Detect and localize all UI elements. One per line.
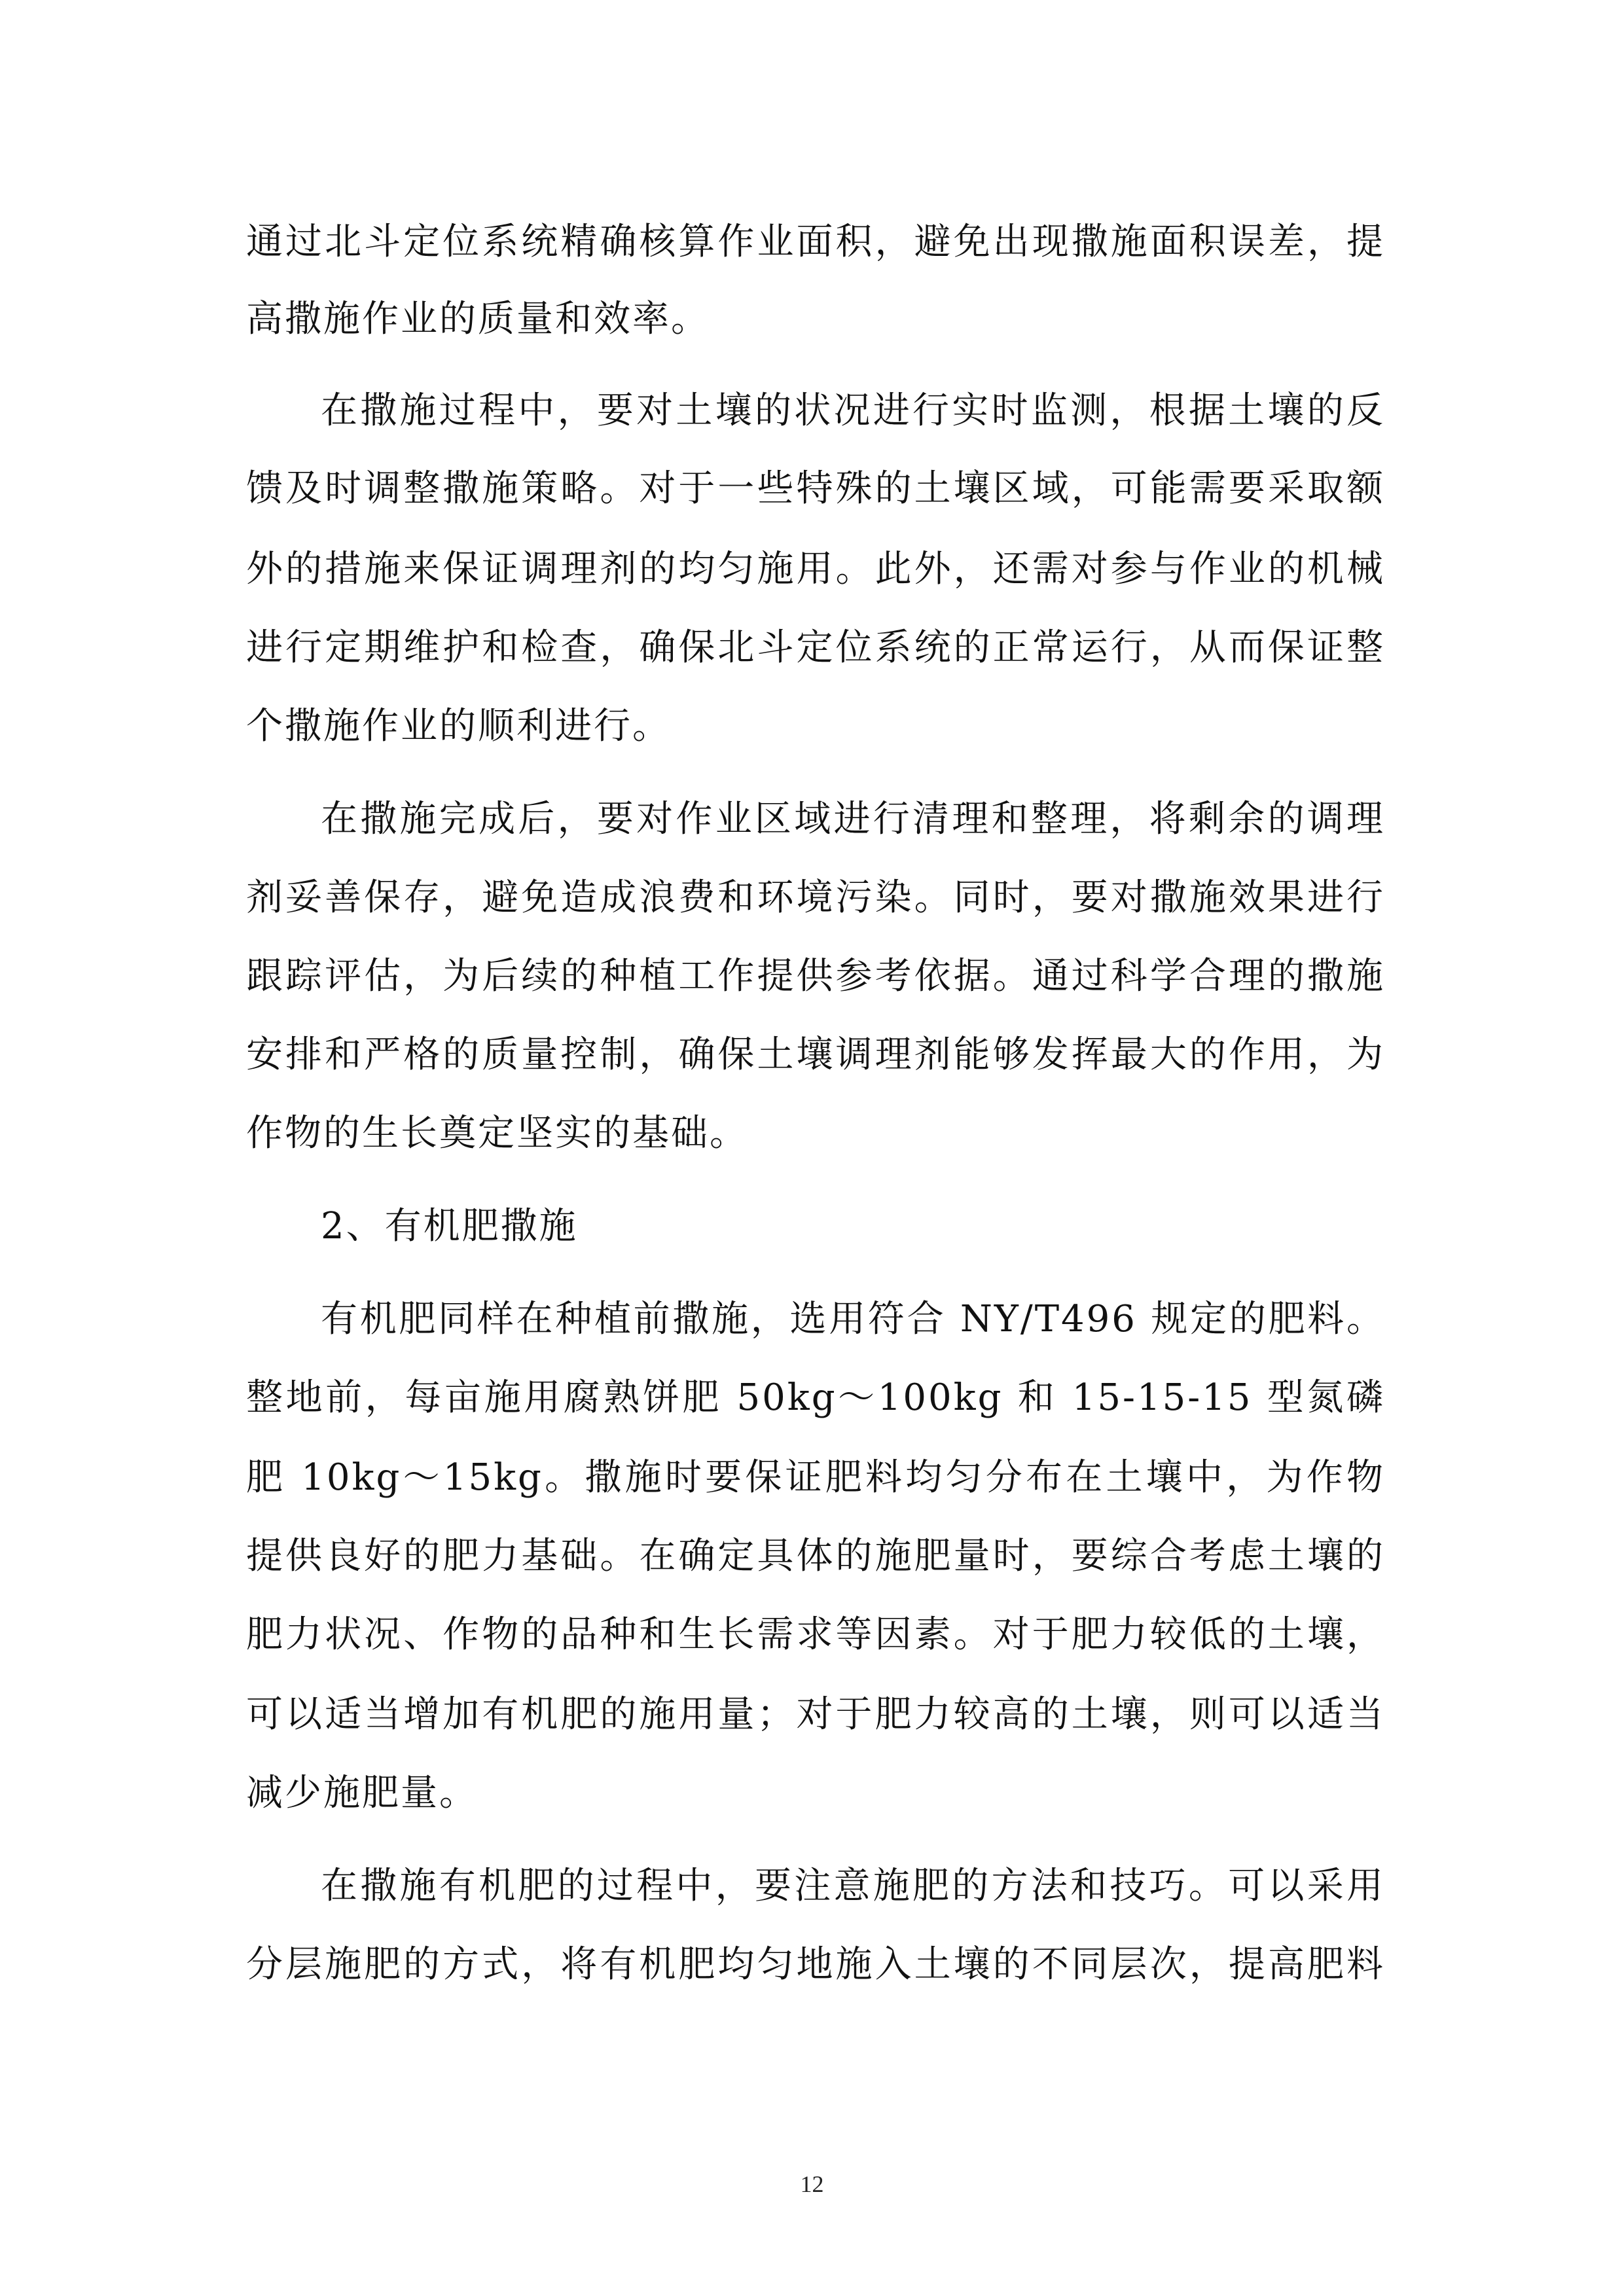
text-line: 肥力状况、作物的品种和生长需求等因素。对于肥力较低的土壤， xyxy=(246,1613,1385,1656)
text-line: 整地前，每亩施用腐熟饼肥 50kg～100kg 和 15-15-15 型氮磷 xyxy=(246,1376,1385,1419)
text-line: 作物的生长奠定坚实的基础。 xyxy=(246,1112,748,1155)
text-line: 减少施肥量。 xyxy=(246,1772,478,1814)
text-line: 个撒施作业的顺利进行。 xyxy=(246,705,671,747)
text-line: 肥 10kg～15kg。撒施时要保证肥料均匀分布在土壤中，为作物 xyxy=(246,1456,1385,1499)
paragraph-first-line: 在撒施有机肥的过程中，要注意施肥的方法和技巧。可以采用 xyxy=(321,1865,1385,1907)
paragraph-first-line: 在撒施过程中，要对土壤的状况进行实时监测，根据土壤的反 xyxy=(321,389,1385,432)
text-line: 剂妥善保存，避免造成浪费和环境污染。同时，要对撒施效果进行 xyxy=(246,876,1385,919)
text-line: 馈及时调整撒施策略。对于一些特殊的土壤区域，可能需要采取额 xyxy=(246,467,1385,510)
paragraph-first-line: 在撒施完成后，要对作业区域进行清理和整理，将剩余的调理 xyxy=(321,798,1385,840)
text-line: 可以适当增加有机肥的施用量；对于肥力较高的土壤，则可以适当 xyxy=(246,1693,1385,1736)
text-line: 跟踪评估，为后续的种植工作提供参考依据。通过科学合理的撒施 xyxy=(246,955,1385,997)
text-line: 提供良好的肥力基础。在确定具体的施肥量时，要综合考虑土壤的 xyxy=(246,1535,1385,1577)
page-number: 12 xyxy=(800,2171,824,2197)
paragraph-first-line: 有机肥同样在种植前撒施，选用符合 NY/T496 规定的肥料。 xyxy=(321,1298,1385,1340)
text-line: 安排和严格的质量控制，确保土壤调理剂能够发挥最大的作用，为 xyxy=(246,1033,1385,1076)
text-line: 分层施肥的方式，将有机肥均匀地施入土壤的不同层次，提高肥料 xyxy=(246,1943,1385,1986)
text-line: 高撒施作业的质量和效率。 xyxy=(246,298,710,340)
text-line: 进行定期维护和检查，确保北斗定位系统的正常运行，从而保证整 xyxy=(246,626,1385,669)
text-line: 通过北斗定位系统精确核算作业面积，避免出现撒施面积误差，提 xyxy=(246,221,1385,263)
section-heading: 2、有机肥撒施 xyxy=(321,1205,578,1247)
text-line: 外的措施来保证调理剂的均匀施用。此外，还需对参与作业的机械 xyxy=(246,548,1385,590)
